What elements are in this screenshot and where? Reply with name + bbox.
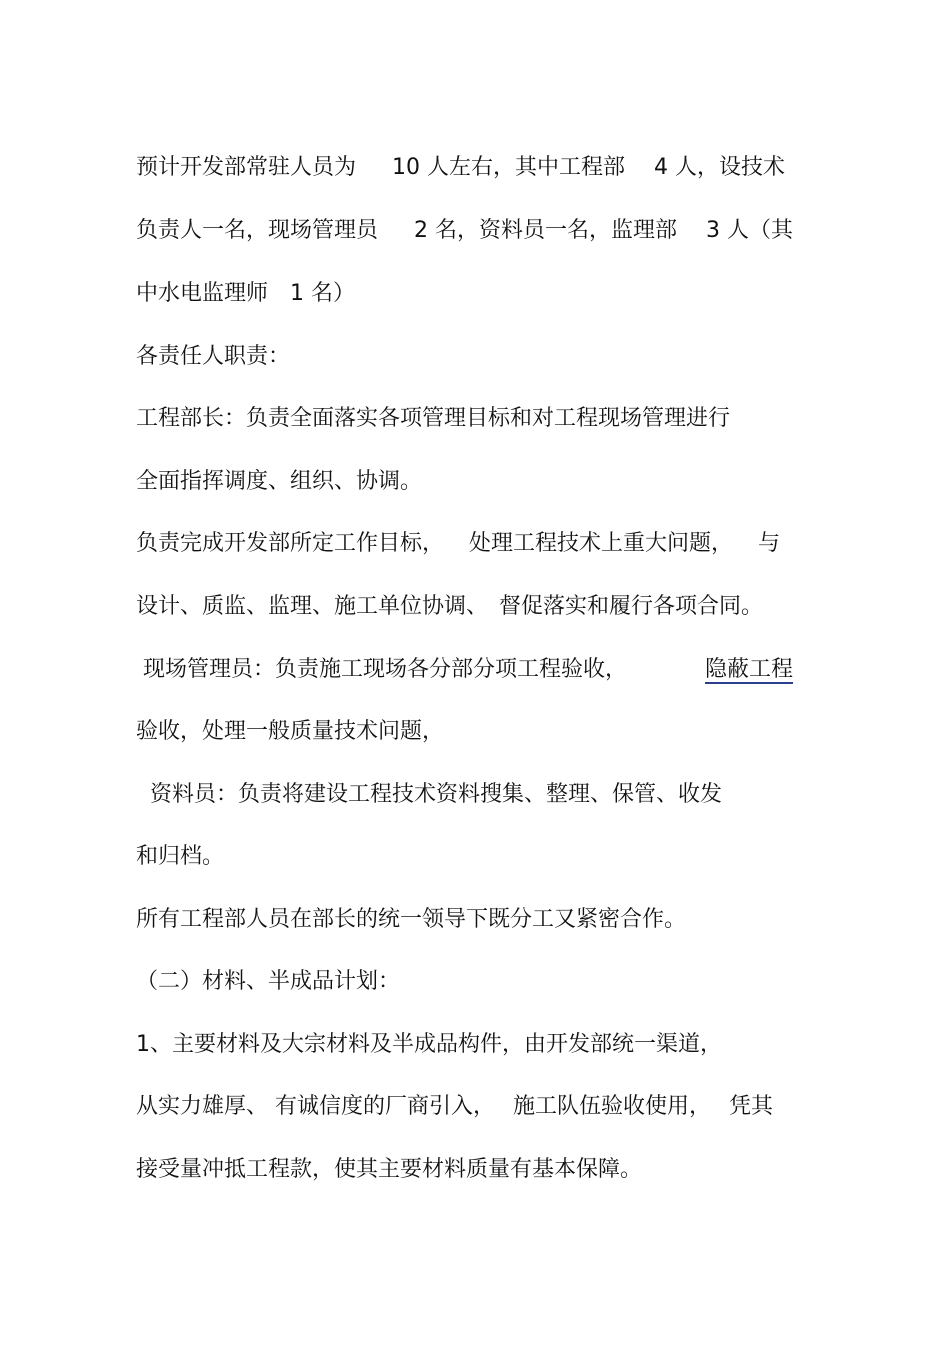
text-line-11: 资料员：负责将建设工程技术资料搜集、整理、保管、收发 (136, 782, 722, 807)
text-line-3: 中水电监理师 1 名） (136, 281, 355, 306)
text-line-17: 接受量冲抵工程款，使其主要材料质量有基本保障。 (136, 1157, 643, 1182)
text-line-16: 从实力雄厚、 有诚信度的厂商引入， 施工队伍验收使用， 凭其 (136, 1094, 773, 1119)
text-line-1: 预计开发部常驻人员为 10 人左右，其中工程部 4 人，设技术 (136, 155, 785, 180)
text-line-4: 各责任人职责： (136, 344, 291, 369)
text-line-6: 全面指挥调度、组织、协调。 (136, 469, 423, 494)
text-line-2: 负责人一名，现场管理员 2 名，资料员一名，监理部 3 人（其 (136, 218, 793, 243)
text-line-9: 现场管理员：负责施工现场各分部分项工程验收， (136, 657, 627, 682)
text-line-12: 和归档。 (136, 844, 225, 869)
text-line-10: 验收，处理一般质量技术问题， (136, 719, 445, 744)
text-line-5: 工程部长：负责全面落实各项管理目标和对工程现场管理进行 (136, 406, 731, 431)
text-line-13: 所有工程部人员在部长的统一领导下既分工又紧密合作。 (136, 907, 687, 932)
section-heading: （二）材料、半成品计划： (136, 969, 401, 994)
text-line-8: 设计、质监、监理、施工单位协调、 督促落实和履行各项合同。 (136, 594, 764, 619)
text-line-7: 负责完成开发部所定工作目标， 处理工程技术上重大问题， 与 (136, 531, 780, 556)
text-line-15: 1、主要材料及大宗材料及半成品构件，由开发部统一渠道， (136, 1032, 722, 1057)
hidden-works-link[interactable]: 隐蔽工程 (705, 657, 794, 682)
